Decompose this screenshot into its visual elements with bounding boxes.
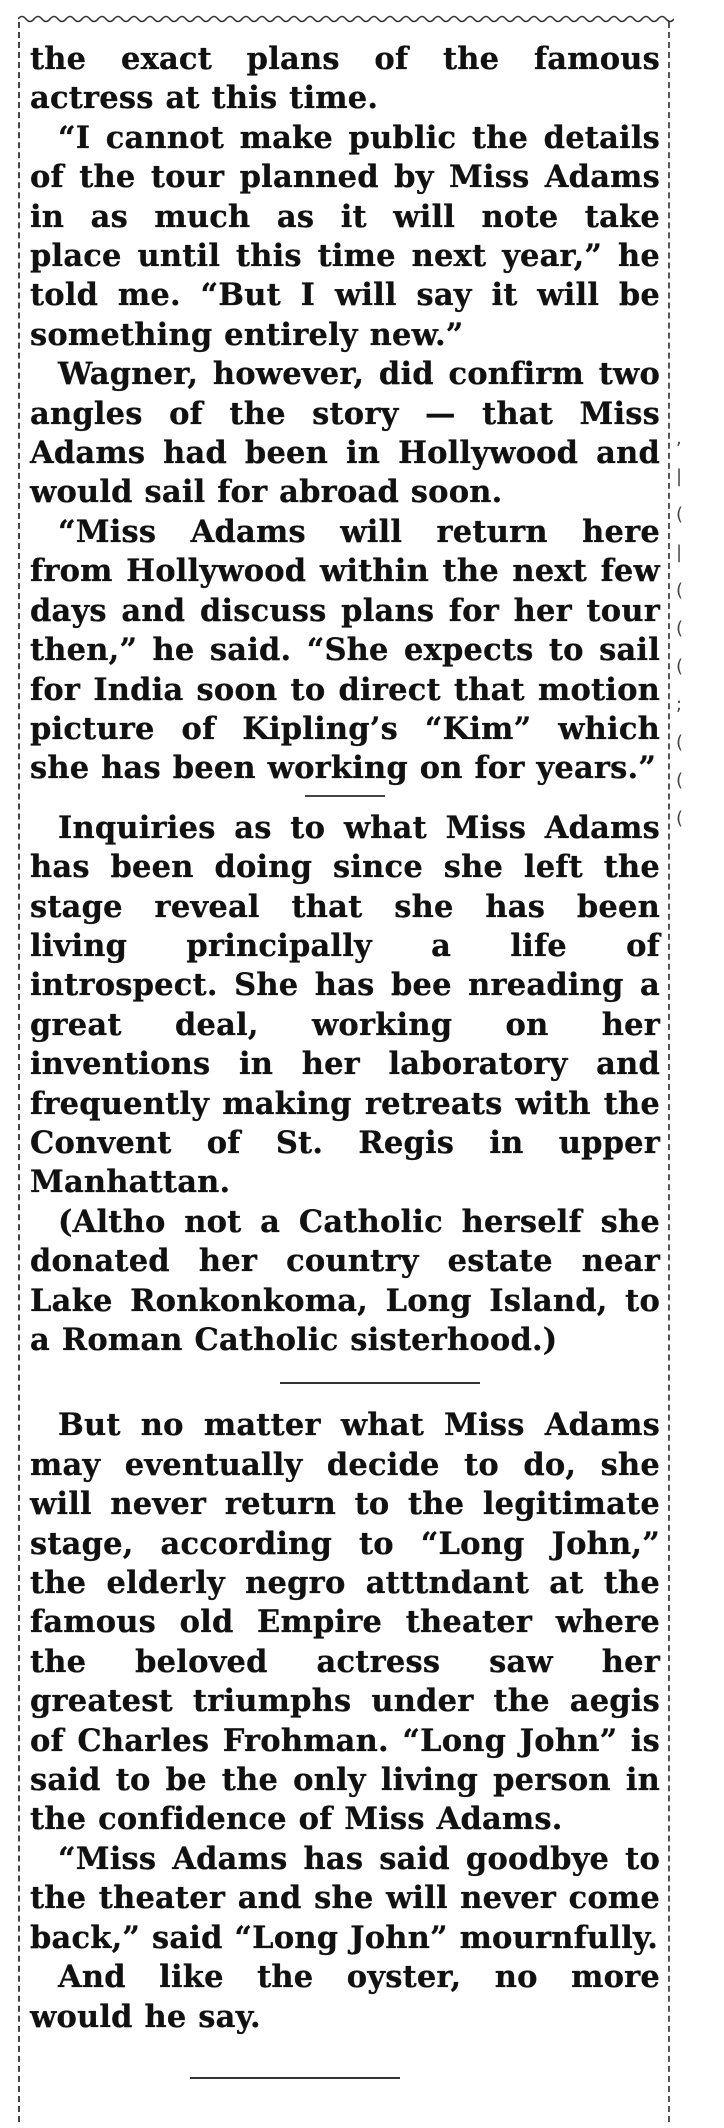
article-paragraph: Wagner, however, did confirm two angles of the story — that Miss Adams had been in Hollywood and would sail for abroad soon. — [30, 356, 660, 511]
right-column-rule — [668, 22, 670, 2122]
section-dash — [305, 795, 385, 797]
article-paragraph: “Miss Adams will return here from Hollywood within the next few days and discuss plans for her tour then,” he said. “She expects to sail for India soon to direct that motion picture of Kipling’s “Kim” which she has been working on for years.” — [30, 513, 660, 787]
article-paragraph: the exact plans of the famous actress at this time. — [30, 41, 660, 117]
left-column-rule — [18, 22, 20, 2122]
article-paragraph: “I cannot make public the details of the tour planned by Miss Adams in as much as it will note take place until this time next year,” he told me. “But I will say it will be something entirely new.” — [30, 119, 660, 353]
end-separator — [190, 2077, 400, 2079]
article-paragraph: Inquiries as to what Miss Adams has been doing since she left the stage reveal that she has been living principally a life of introspect. She has bee nreading a great deal, working on her inventions in her laboratory and frequently making retreats with the Convent of St. Regis in upper Manhattan. — [30, 809, 660, 1201]
article-paragraph: And like the oyster, no more would he say. — [30, 1959, 660, 2035]
article-paragraph: But no matter what Miss Adams may eventually decide to do, she will never return to the legitimate stage, according to “Long John,” the elderly negro atttndant at the famous old Empire theater where the beloved actress saw her greatest triumphs under the aegis of Charles Frohman. “Long John” is said to be the only living person in the confidence of Miss Adams. — [30, 1407, 660, 1838]
torn-top-edge — [18, 14, 674, 24]
article-paragraph: (Altho not a Catholic herself she donated her country estate near Lake Ronkonkoma, Long Island, to a Roman Catholic sisterhood.) — [30, 1203, 660, 1358]
section-separator — [280, 1382, 480, 1384]
margin-scratch-marks: , | ( | ( ( ( ; ( ( ( — [676, 428, 684, 829]
article-column — [30, 40, 660, 2079]
article-paragraph: “Miss Adams has said goodbye to the theater and she will never come back,” said “Long John” mournfully. — [30, 1840, 660, 1956]
